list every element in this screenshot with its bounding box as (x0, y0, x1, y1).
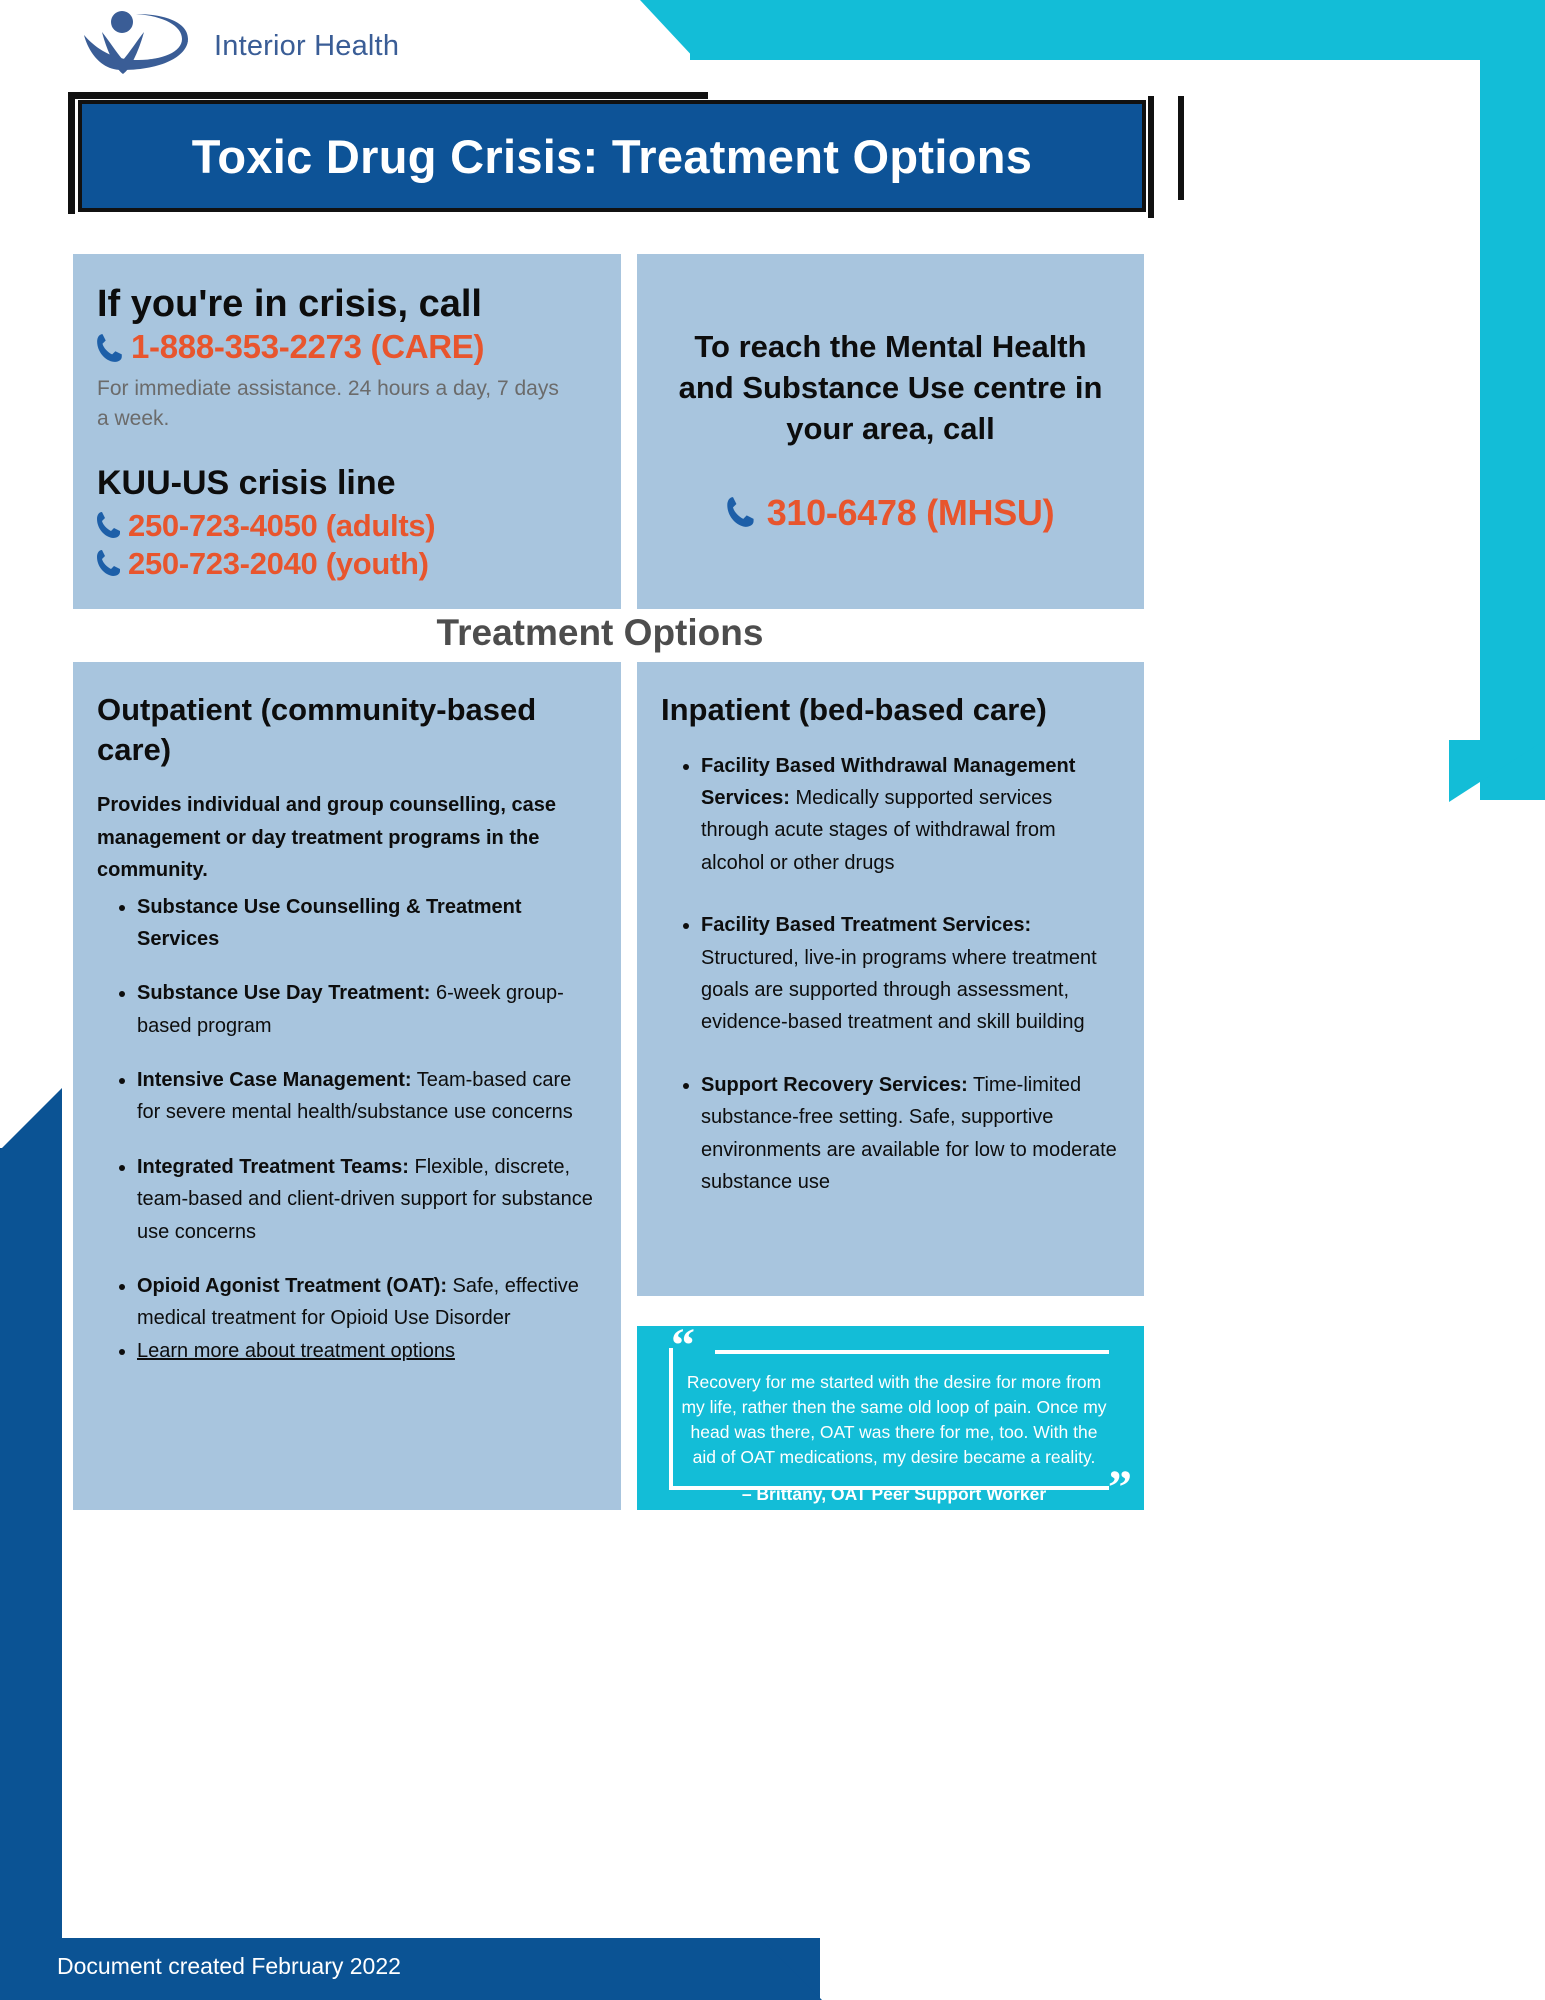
quote-rule-decoration (715, 1350, 1109, 1354)
kuu-youth-phone-row[interactable] (97, 545, 595, 583)
list-item-label: Substance Use Counselling & Treatment Services (137, 895, 522, 950)
quote-open-mark-icon: “ (671, 1319, 695, 1372)
list-item-desc: Flexible, discrete, team-based and client-driven support for substance use concerns (137, 1155, 593, 1243)
title-banner-wrapper (68, 92, 1158, 220)
outpatient-list (97, 891, 595, 1368)
outpatient-card (73, 662, 621, 1510)
phone-icon (97, 333, 123, 368)
logo-person-icon (78, 8, 196, 84)
mhsu-heading: To reach the Mental Health and Substance Use centre in your area, call (678, 329, 1103, 447)
kuu-adults-phone-row[interactable] (97, 507, 595, 545)
logo-text: Interior Health (214, 29, 400, 62)
list-item-label: Support Recovery Services: (701, 1073, 968, 1096)
cyan-top-band (690, 0, 1545, 60)
page-title: Toxic Drug Crisis: Treatment Options (191, 129, 1033, 183)
title-shadow-top (68, 92, 708, 99)
kuu-us-heading: KUU-US crisis line (97, 463, 396, 502)
list-item (137, 977, 595, 1042)
mhsu-phone-row[interactable] (673, 492, 1108, 534)
inpatient-title: Inpatient (bed-based care) (661, 692, 1047, 727)
list-item-label: Opioid Agonist Treatment (OAT): (137, 1275, 447, 1298)
title-shadow-left (68, 92, 75, 214)
list-item-label: Integrated Treatment Teams: (137, 1155, 409, 1178)
phone-icon (97, 511, 121, 544)
inpatient-list (661, 750, 1118, 1199)
list-item (701, 750, 1118, 880)
treatment-options-heading: Treatment Options (436, 612, 764, 653)
crisis-primary-phone: 1-888-353-2273 (CARE) (131, 328, 485, 366)
list-item-desc: 6-week group-based program (137, 982, 564, 1037)
list-item-label: Substance Use Day Treatment: (137, 982, 431, 1005)
crisis-note: For immediate assistance. 24 hours a day, 7 days a week. (97, 377, 559, 430)
blue-left-corner-accent (0, 1088, 62, 1150)
kuu-youth-phone: 250-723-2040 (youth) (128, 546, 429, 582)
learn-more-link[interactable]: Learn more about treatment options (137, 1339, 455, 1362)
list-item (701, 909, 1118, 1039)
list-item (701, 1069, 1118, 1199)
list-item-desc: Structured, live-in programs where treatment goals are supported through assessment, evidence-based treatment and skill building (701, 946, 1097, 1034)
blue-bottom-corner-accent (760, 1938, 822, 2000)
cyan-right-band (1480, 0, 1545, 800)
title-accent-bar-2 (1178, 96, 1184, 200)
quote-attribution: – Brittany, OAT Peer Support Worker (741, 1484, 1047, 1504)
mhsu-phone: 310-6478 (MHSU) (766, 491, 1055, 533)
list-item-label: Facility Based Withdrawal Management Services: (701, 754, 1076, 810)
phone-icon (727, 496, 755, 533)
quote-text: Recovery for me started with the desire for more from my life, rather then the same old loop of pain. Once my head was there, OAT was there for me, too. With the aid of OAT medications, my desire became a reality. (681, 1372, 1107, 1467)
list-item-desc: Team-based care for severe mental health/substance use concerns (137, 1069, 573, 1124)
outpatient-title: Outpatient (community-based care) (97, 692, 537, 767)
blue-left-band (0, 1148, 62, 2000)
inpatient-card (637, 662, 1144, 1296)
title-banner (78, 100, 1146, 212)
footer-text: Document created February 2022 (57, 1953, 401, 1979)
crisis-primary-phone-row[interactable] (97, 329, 595, 368)
title-accent-bar-1 (1148, 96, 1154, 218)
list-item-label: Facility Based Treatment Services: (701, 914, 1032, 937)
list-item-desc: Medically supported services through acute stages of withdrawal from alcohol or other drugs (701, 787, 1056, 874)
quote-close-mark-icon: ” (1108, 1461, 1132, 1514)
crisis-heading: If you're in crisis, call (97, 283, 482, 325)
cyan-bottom-right-corner-accent (1449, 740, 1545, 802)
list-item-desc: Safe, effective medical treatment for Opioid Use Disorder (137, 1275, 579, 1330)
mhsu-card (637, 254, 1144, 609)
learn-more-list-item[interactable] (137, 1335, 595, 1367)
interior-health-logo (78, 8, 399, 84)
outpatient-intro: Provides individual and group counselling, case management or day treatment programs in the community. (97, 794, 556, 882)
list-item (137, 891, 595, 956)
list-item (137, 1064, 595, 1129)
crisis-card (73, 254, 621, 609)
cyan-corner-accent (640, 0, 696, 60)
list-item-desc: Time-limited substance-free setting. Safe, supportive environments are available for low to moderate substance use (701, 1073, 1117, 1193)
kuu-adults-phone: 250-723-4050 (adults) (128, 507, 436, 543)
phone-icon (97, 549, 121, 582)
list-item-label: Intensive Case Management: (137, 1069, 412, 1092)
list-item (137, 1151, 595, 1248)
list-item (137, 1270, 595, 1335)
testimonial-quote-box (637, 1319, 1144, 1514)
